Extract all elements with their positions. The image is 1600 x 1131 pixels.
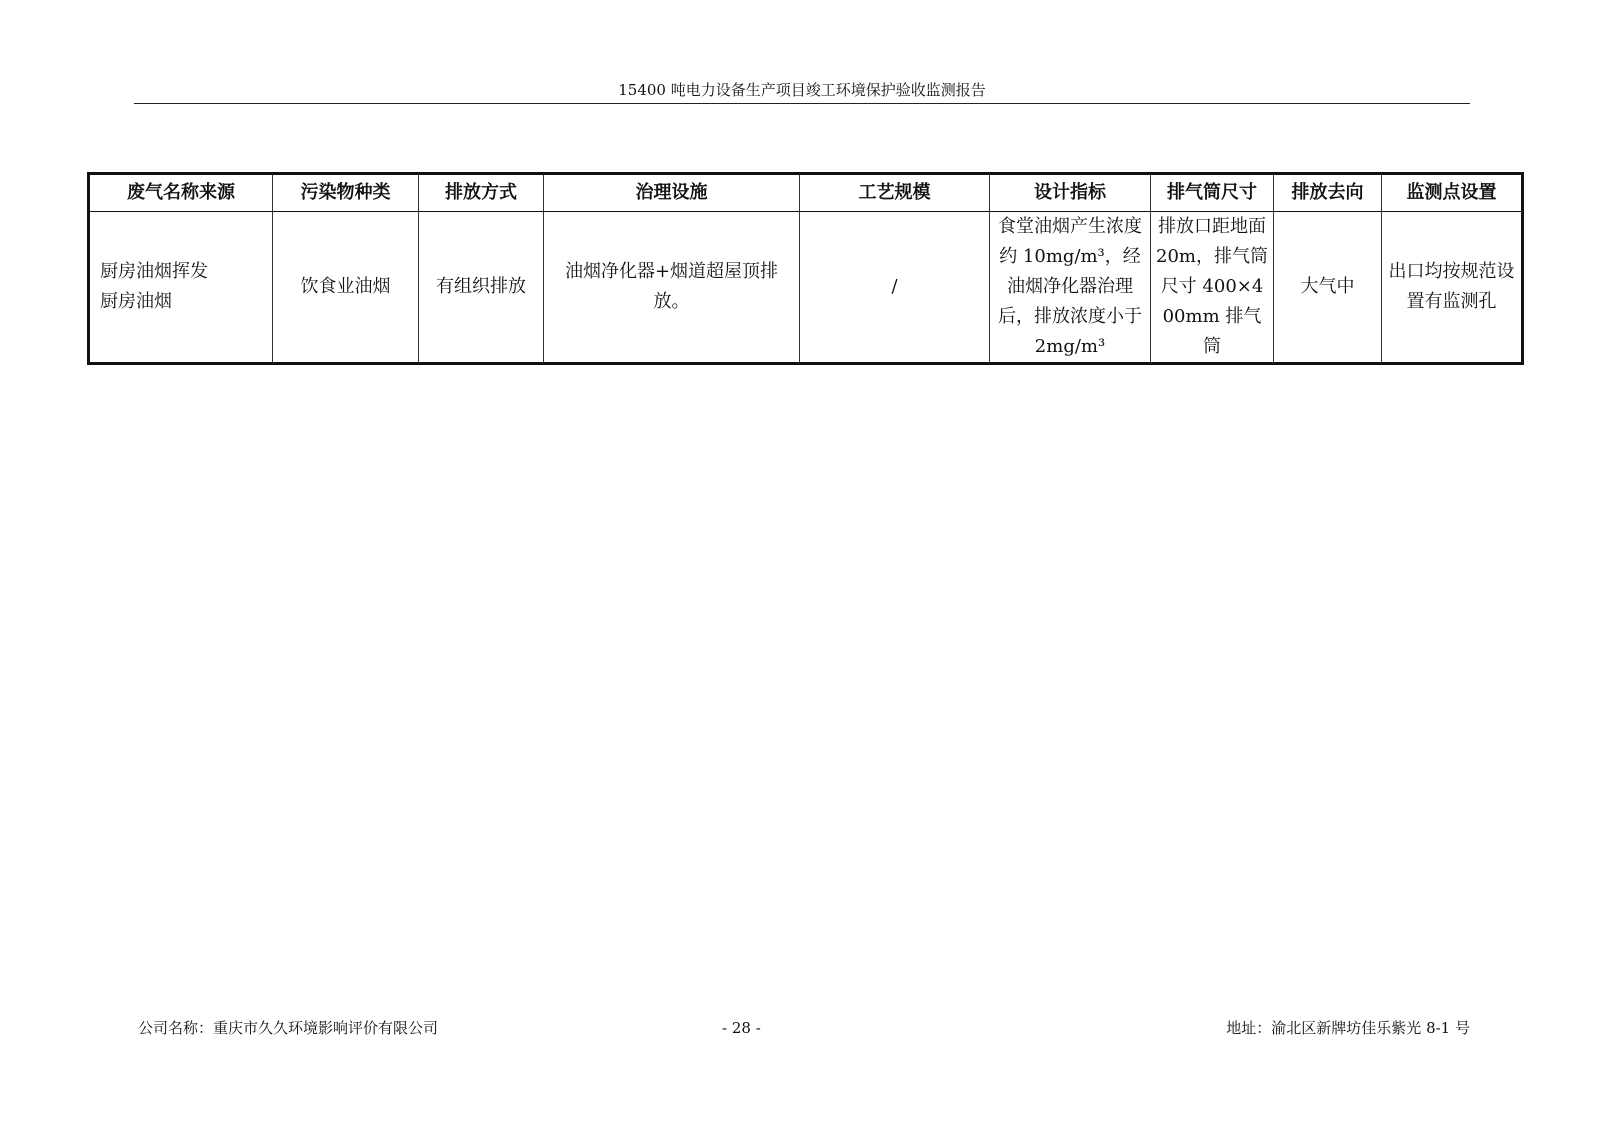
column-header: 排放方式 <box>419 174 544 212</box>
page-header: 15400 吨电力设备生产项目竣工环境保护验收监测报告 <box>618 81 986 99</box>
design-index-text: 经油烟净化器治理后，排放浓度小于 2mg/m³ <box>998 246 1142 357</box>
column-header: 工艺规模 <box>800 174 990 212</box>
footer-company: 公司名称：重庆市久久环境影响评价有限公司 <box>138 1019 439 1037</box>
discharge-method-cell: 有组织排放 <box>419 212 544 364</box>
discharge-destination-cell: 大气中 <box>1274 212 1382 364</box>
footer-address: 地址：渝北区新牌坊佳乐紫光 8-1 号 <box>1226 1019 1470 1037</box>
design-index-text: 食堂油烟产生浓度约 10mg/m³， <box>998 216 1142 267</box>
source-text: 厨房油烟 <box>100 291 172 312</box>
column-header: 治理设施 <box>544 174 800 212</box>
table-row <box>89 212 1523 364</box>
process-scale-cell: / <box>800 212 990 364</box>
column-header: 废气名称来源 <box>89 174 273 212</box>
column-header: 设计指标 <box>990 174 1151 212</box>
design-index-cell <box>990 212 1151 364</box>
stack-size-cell: 排放口距地面 20m，排气筒尺寸 400×400mm 排气筒 <box>1151 212 1274 364</box>
column-header: 监测点设置 <box>1382 174 1523 212</box>
column-header: 污染物种类 <box>273 174 419 212</box>
footer-page-number: - 28 - <box>722 1019 761 1037</box>
treatment-cell: 油烟净化器+烟道超屋顶排放。 <box>544 212 800 364</box>
table-header-row <box>89 174 1523 212</box>
exhaust-gas-table <box>87 172 1524 365</box>
column-header: 排气筒尺寸 <box>1151 174 1274 212</box>
pollutant-cell: 饮食业油烟 <box>273 212 419 364</box>
source-text: 厨房油烟挥发 <box>100 261 208 282</box>
column-header: 排放去向 <box>1274 174 1382 212</box>
monitoring-point-cell: 出口均按规范设置有监测孔 <box>1382 212 1523 364</box>
source-cell <box>89 212 273 364</box>
header-divider <box>134 103 1470 104</box>
